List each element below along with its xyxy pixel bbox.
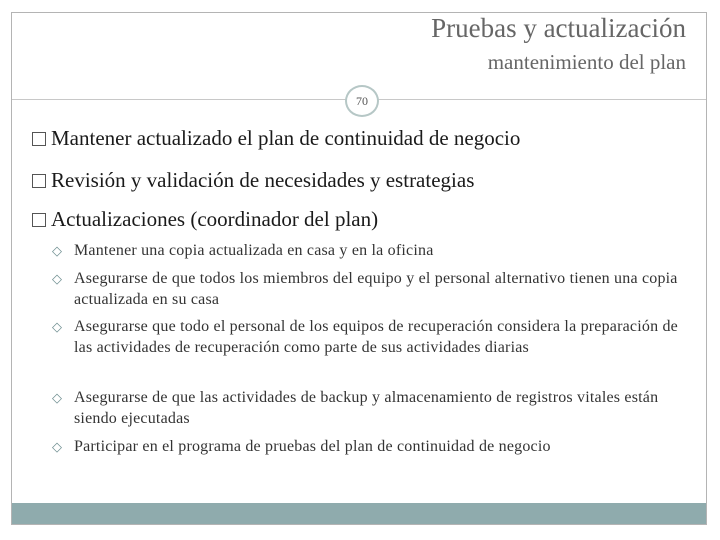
diamond-bullet-icon: ◇ [52, 271, 63, 286]
bullet-text: Mantener una copia actualizada en casa y en la oficina [74, 242, 434, 259]
bullet-text: Participar en el programa de pruebas del plan de continuidad de negocio [74, 438, 551, 455]
bullet-text: Actualizaciones (coordinador del plan) [51, 207, 379, 231]
diamond-bullet-icon: ◇ [52, 319, 63, 334]
slide-title: Pruebas y actualización [431, 13, 686, 43]
bullet-level1-item [32, 168, 474, 193]
bullet-level1-item [32, 207, 378, 232]
slide-subtitle: mantenimiento del plan [487, 50, 686, 74]
page-number: 70 [356, 93, 368, 108]
bullet-text: Revisión y validación de necesidades y estrategias [51, 168, 475, 192]
bullet-text: Asegurarse de que las actividades de backup y almacenamiento de registros vitales están siendo ejecutadas [74, 389, 659, 427]
checkbox-icon [32, 213, 46, 227]
bullet-level1-item [32, 126, 520, 151]
slide [11, 12, 707, 525]
checkbox-icon [32, 132, 46, 146]
bullet-level2-item [52, 240, 692, 261]
diamond-bullet-icon: ◇ [52, 243, 63, 258]
bullet-level2-item [52, 268, 692, 310]
diamond-bullet-icon: ◇ [52, 390, 63, 405]
bullet-level2-item [52, 387, 692, 429]
bullet-text: Asegurarse de que todos los miembros del equipo y el personal alternativo tienen una copia actualizada en su casa [74, 270, 678, 308]
footer-bar [12, 503, 706, 524]
diamond-bullet-icon: ◇ [52, 439, 63, 454]
bullet-level2-item [52, 316, 692, 358]
page-number-badge [345, 85, 379, 117]
checkbox-icon [32, 174, 46, 188]
bullet-text: Asegurarse que todo el personal de los equipos de recuperación considera la preparación de las actividades de recuperación como parte de sus actividades diarias [74, 318, 678, 356]
bullet-level2-item [52, 436, 692, 457]
bullet-text: Mantener actualizado el plan de continuidad de negocio [51, 126, 521, 150]
